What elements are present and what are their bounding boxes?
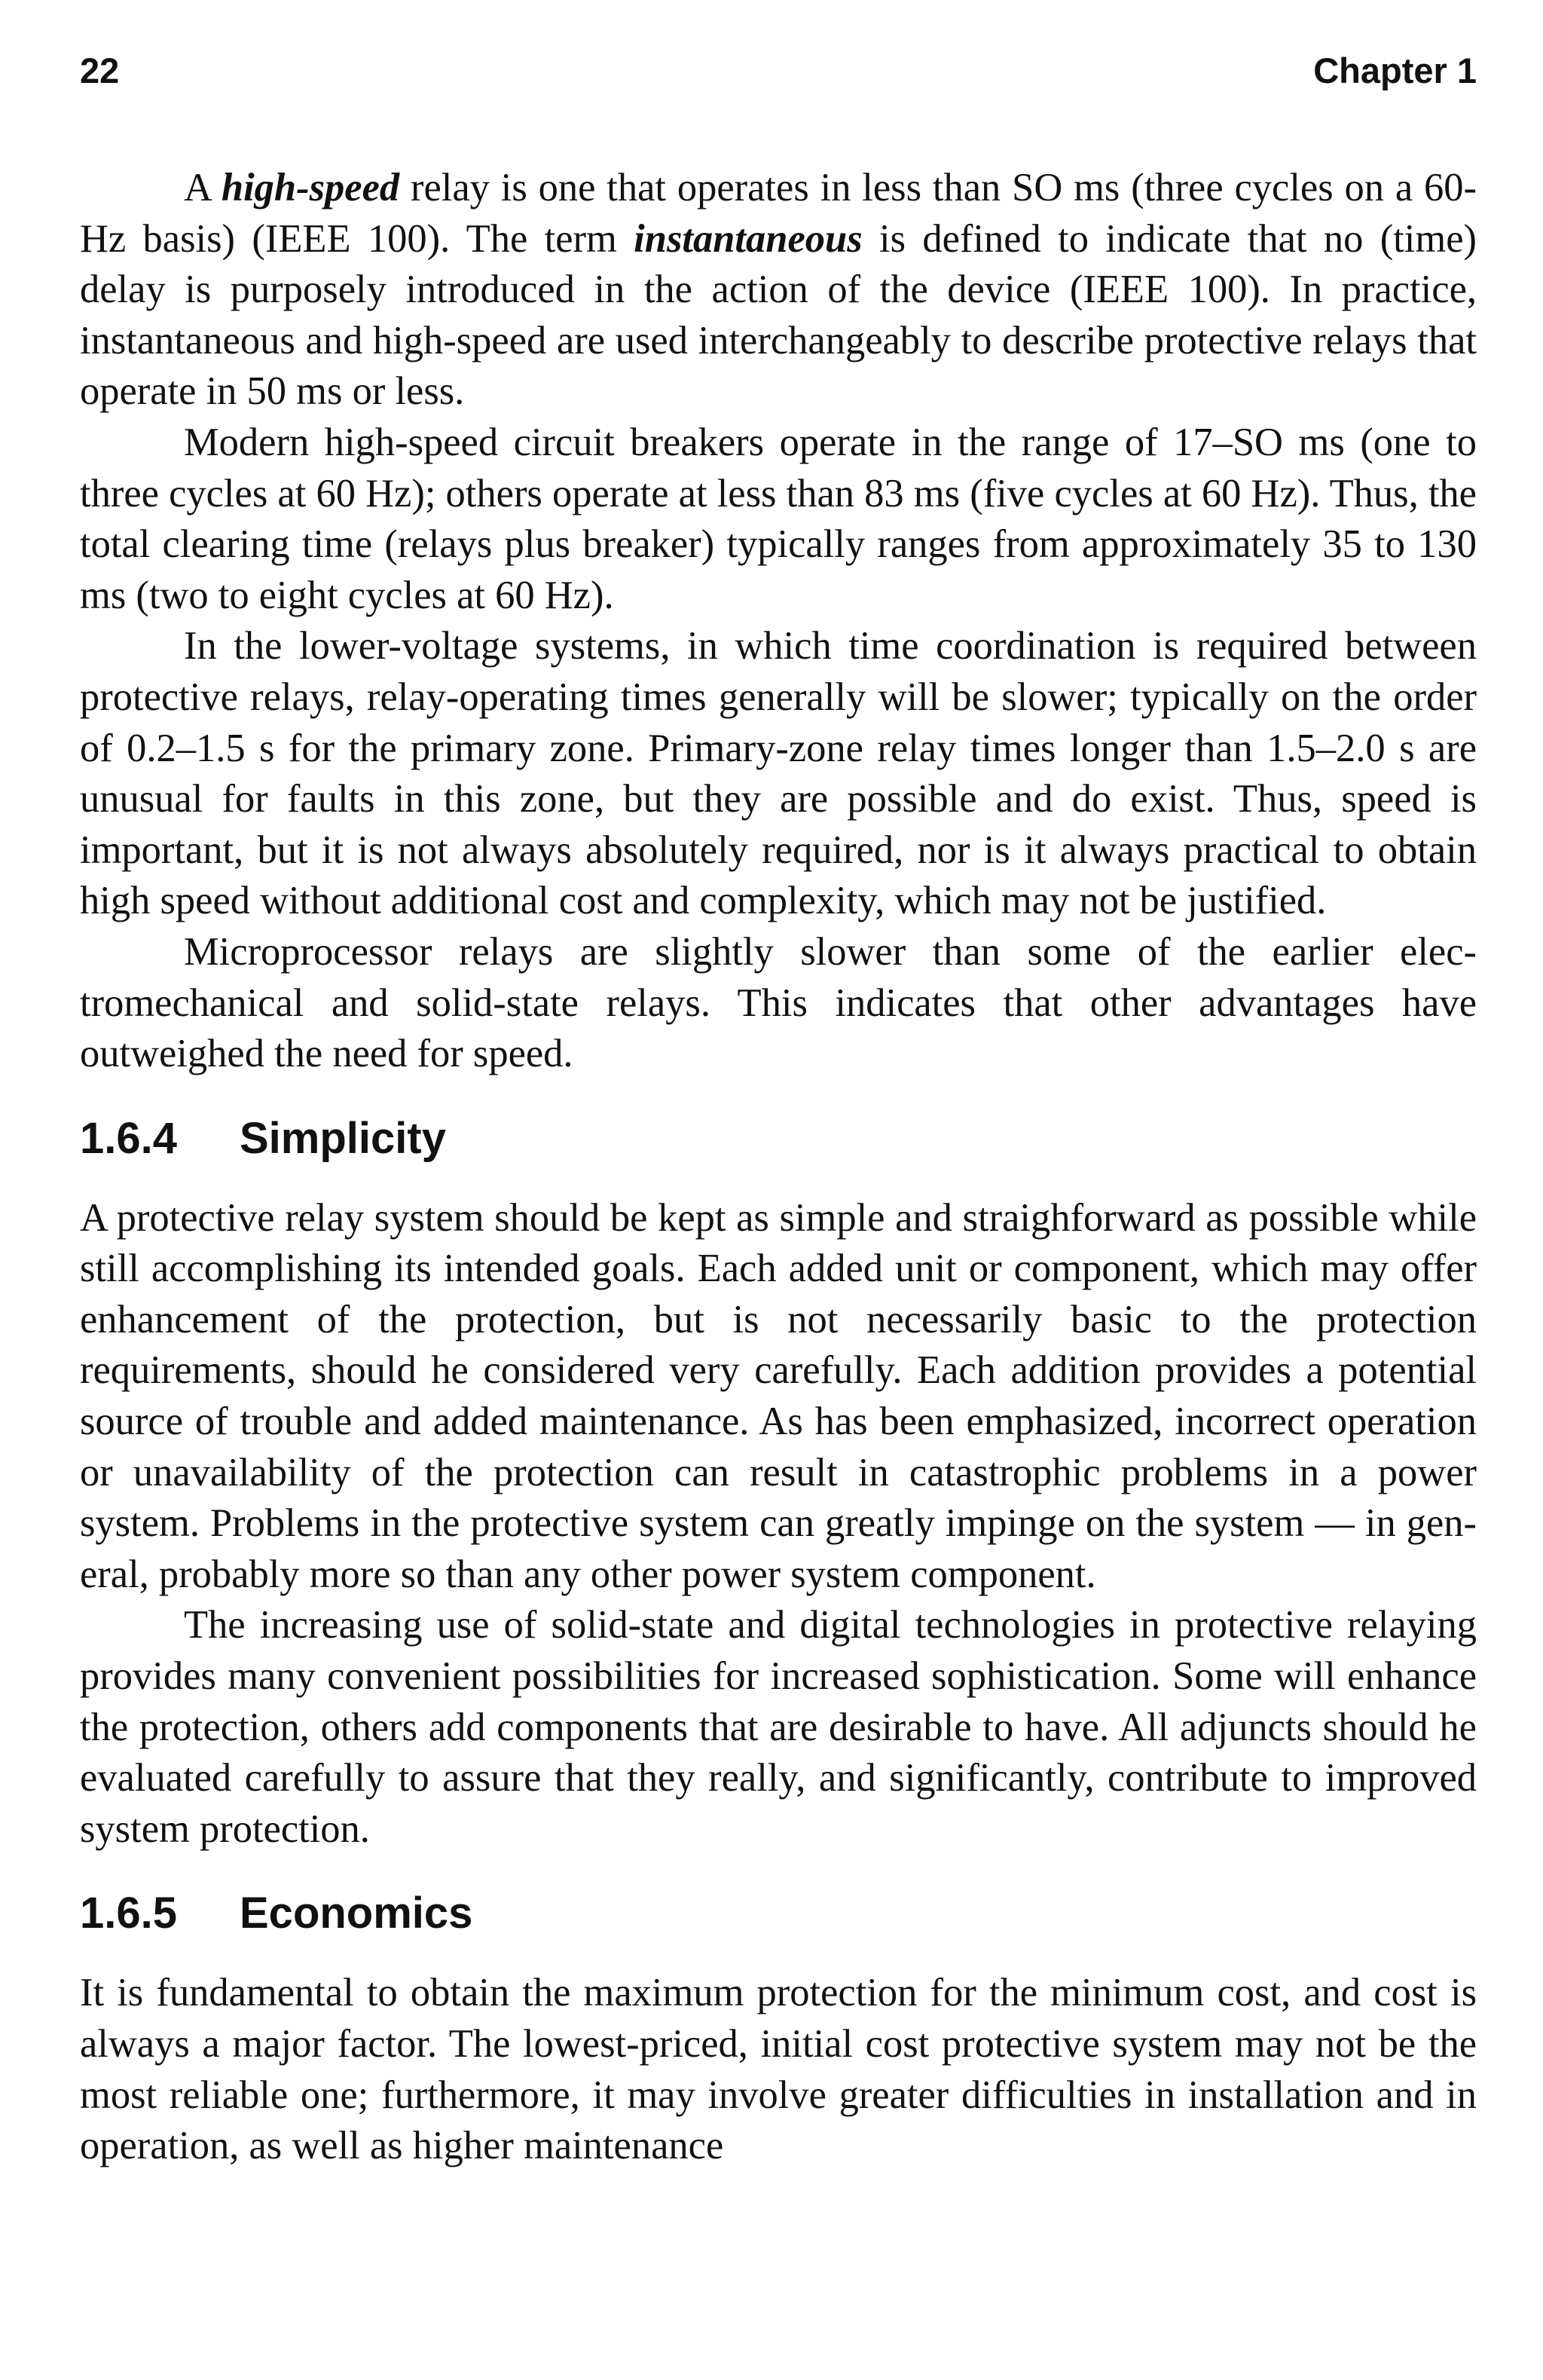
paragraph-solid-state-digital: The increasing use of solid-state and digital technologies in protective relaying provides many convenient possibilities for increased sophistication. Some will enhance the protection, others add components that are desirable to have. All adjuncts should he evaluated carefully to assure that they really, and significantly, contribute to improved system protection. xyxy=(80,1603,1477,1851)
section-number: 1.6.5 xyxy=(80,1889,177,1938)
paragraph-text: is defined to indicate that no (time) delay is purposely introduced in the action of the device (IEEE 100). In practice, instantaneous and high-speed are used interchangeably to describe protective relays that operate in 50 ms or less. xyxy=(80,216,1477,414)
section-title: Simplicity xyxy=(240,1113,446,1163)
section-heading-economics xyxy=(80,1886,1477,1941)
section-number: 1.6.4 xyxy=(80,1113,177,1163)
paragraph-circuit-breakers: Modern high-speed circuit breakers operate in the range of 17–SO ms (one to three cycles at 60 Hz); others operate at less than 83 ms (five cycles at 60 Hz). Thus, the total clearing time (relays plus breaker) typically ranges from approximately 35 to 130 ms (two to eight cycles at 60 Hz). xyxy=(80,420,1477,617)
paragraph-lower-voltage: In the lower-voltage systems, in which time coordination is required between protective relays, relay-operating times generally will be slower; typically on the order of 0.2–1.5 s for the primary zone. Primary-zone relay times longer than 1.5–2.0 s are unusual for faults in this zone, but they are possible and do exist. Thus, speed is important, but it is not always absolutely required, nor is it always practical to obtain high speed without additional cost and complexity, which may not be justified. xyxy=(80,624,1477,923)
paragraph-economics: It is fundamental to obtain the maximum protection for the minimum cost, and cost is always a major factor. The lowest-priced, initial cost protective system may not be the most reliable one; furthermore, it may involve greater difficulties in installation and in operation, as well as higher maintenance xyxy=(80,1971,1477,2168)
section-heading-simplicity xyxy=(80,1112,1477,1166)
paragraph-microprocessor-relays: Microprocessor relays are slightly slower than some of the earlier electromechanical and solid-state relays. This indicates that other advantages have outweighed the need for speed. xyxy=(80,929,1477,1076)
emphasized-term-instantaneous: instantaneous xyxy=(634,216,863,261)
running-head xyxy=(80,50,1477,110)
paragraph-high-speed-definition xyxy=(80,163,1477,418)
chapter-label: Chapter 1 xyxy=(1313,50,1477,90)
section-title: Economics xyxy=(240,1889,473,1938)
page-number: 22 xyxy=(80,50,120,90)
paragraph-simplicity: A protective relay system should be kept as simple and straighforward as possible while still accomplishing its intended goals. Each added unit or component, which may offer enhancement of the protection, but is not necessarily basic to the protection requirements, should he considered very carefully. Each addition provides a potential source of trouble and added maintenance. As has been emphasized, incorrect operation or unavailability of the protection can result in catastrophic problems in a power system. Problems in the protective system can greatly impinge on the system — in general, probably more so than any other power system component. xyxy=(80,1195,1477,1596)
body-text xyxy=(80,163,1477,2172)
emphasized-term-high-speed: high-speed xyxy=(221,166,400,210)
paragraph-text: A xyxy=(184,166,222,210)
paragraph-text: relay is one that operates in less than SO ms (three cycles on a 60-Hz basis) (IEEE 100). The term xyxy=(80,166,1477,261)
